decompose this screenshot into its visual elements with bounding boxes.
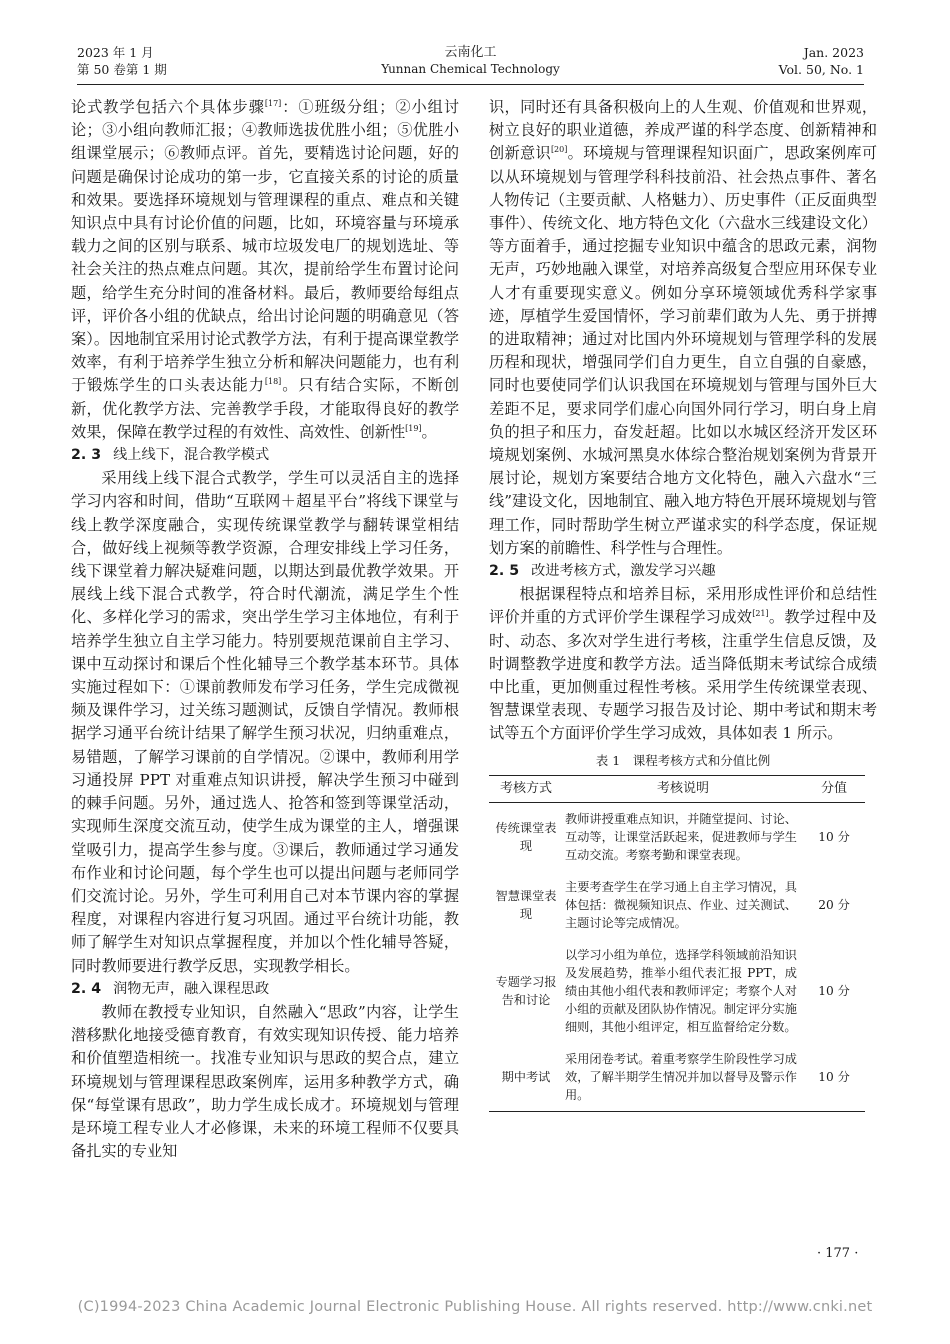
citation[interactable]: [17] bbox=[264, 98, 282, 108]
header-volume-en: Vol. 50, No. 1 bbox=[778, 62, 864, 77]
table-caption: 表 1 课程考核方式和分值比例 bbox=[595, 752, 771, 768]
section-heading-2-3: 2. 3 线上线下，混合教学模式 bbox=[71, 447, 270, 464]
paragraph: 识，同时还有具备积极向上的人生观、价值观和世界观，树立良好的职业道德，养成严谨的科学态度、创新精神和创新意识[20]。环境规与管理课程知识面广，思政案例库可以从环境规划与管理学科科技前沿、社会热点事件、著名人物传记（主要贡献、人格魅力）、历史事件（正反面典型事件）、传统文化、地方特色文化（六盘水三线建设文化）等方面着手，通过挖掘专业知识中蕴含的思政元素，润物无声，巧妙地融入课堂，对培养高级复合型应用环保专业人才有重要现实意义。例如分享环境领域优秀科学家事迹，厚植学生爱国情怀，学习前辈们敢为人先、勇于拼搏的进取精神；通过对比国内外环境规划与管理学科的发展历程和现状，增强同学们自力更生，自立自强的自豪感，同时也要使同学们认识我国在环境规划与管理与国外巨大差距不足，要求同学们虚心向国外同行学习，明白身上肩负的担子和压力，奋发赶超。比如以水城区经济开发区环境规划案例、水城河黑臭水体综合整治规划案例为背景开展讨论，规划方案要结合地方文化特色，融入六盘水“三线”建设文化，因地制宜、融入地方特色开展环境规划与管理工作，同时帮助学生树立严谨求实的科学态度，保证规划方案的前瞻性、科学性与合理性。 bbox=[489, 98, 878, 557]
copyright-footer: (C)1994-2023 China Academic Journal Electronic Publishing House. All rights reserved. http://www.cnki.net bbox=[77, 1299, 873, 1315]
score-cell: 10 分 bbox=[818, 829, 850, 844]
table-header-row bbox=[489, 775, 865, 802]
citation[interactable]: [18] bbox=[264, 377, 282, 387]
header-date-en: Jan. 2023 bbox=[803, 45, 864, 60]
paragraph: 教师在教授专业知识，自然融入“思政”内容，让学生潜移默化地接受德育教育，有效实现知识传授、能力培养和价值塑造相统一。找准专业知识与思政的契合点，建立环境规划与管理课程思政案例库，运用多种教学方式，确保“每堂课有思政”，助力学生成长成才。环境规划与管理是环境工程专业人才必修课，未来的环境工程师不仅要具备扎实的专业知 bbox=[71, 1002, 459, 1161]
journal-title-en: Yunnan Chemical Technology bbox=[381, 62, 560, 76]
header-date-cn: 2023 年 1 月 bbox=[77, 45, 154, 60]
assessment-table bbox=[489, 775, 865, 1112]
section-heading-2-5: 2. 5 改进考核方式，激发学习兴趣 bbox=[489, 563, 716, 580]
citation[interactable]: [20] bbox=[550, 145, 568, 155]
paragraph: 采用线上线下混合式教学，学生可以灵活自主的选择学习内容和时间，借助“互联网＋超星平台”将线下课堂与线上教学深度融合，实现传统课堂教学与翻转课堂相结合，做好线上视频等教学资源，合理安排线上学习任务，线下课堂着力解决疑难问题，以期达到最优教学效果。开展线上线下混合式教学，符合时代潮流，满足学生个性化、多样化学习的需求，突出学生学习主体地位，有利于培养学生独立自主学习能力。特别要规范课前自主学习、课中互动探讨和课后个性化辅导三个教学基本环节。具体实施过程如下：①课前教师发布学习任务，学生完成微视频及课件学习，过关练习题测试，反馈自学情况。教师根据学习通平台统计结果了解学生预习状况，归纳重难点，易错题，了解学习课前的自学情况。②课中，教师利用学习通投屏 PPT 对重难点知识讲授，解决学生预习中碰到的棘手问题。另外，通过选人、抢答和签到等课堂活动，实现师生深度交流互动，使学生成为课堂的主人，增强课堂吸引力，提高学生参与度。③课后，教师通过学习通发布作业和讨论问题，每个学生也可以提出问题与老师同学们交流讨论。另外，学生可利用自己对本节课内容的掌握程度，对课程内容进行复习巩固。通过平台统计功能，教师了解学生对知识点掌握程度，并加以个性化辅导答疑，同时教师要进行教学反思，实现教学相长。 bbox=[71, 469, 459, 975]
table-row bbox=[489, 1043, 865, 1112]
score-cell: 10 分 bbox=[803, 1043, 865, 1112]
table-row bbox=[489, 871, 865, 939]
method-cell: 智慧课堂表现 bbox=[495, 888, 557, 921]
left-column bbox=[71, 96, 459, 1163]
running-header bbox=[77, 44, 864, 84]
column-header: 分值 bbox=[803, 775, 865, 802]
table-row bbox=[489, 802, 865, 871]
right-column bbox=[489, 96, 877, 1112]
section-heading-2-4: 2. 4 润物无声，融入课程思政 bbox=[71, 980, 270, 997]
method-cell: 传统课堂表现 bbox=[495, 820, 557, 853]
paragraph: 根据课程特点和培养目标，采用形成性评价和总结性评价并重的方式评价学生课程学习成效[21]。教学过程中及时、动态、多次对学生进行考核，注重学生信息反馈，及时调整教学进度和教学方法。适当降低期末考试综合成绩中比重，更加侧重过程性考核。采用学生传统课堂表现、智慧课堂表现、专题学习报告及讨论、期中考试和期末考试等五个方面评价学生学习成效，具体如表 1 所示。 bbox=[489, 585, 878, 743]
method-cell: 期中考试 bbox=[489, 1043, 563, 1112]
method-cell: 专题学习报告和讨论 bbox=[495, 974, 557, 1007]
description-cell: 主要考查学生在学习通上自主学习情况，具体包括：微视频知识点、作业、过关测试、主题讨论等完成情况。 bbox=[565, 879, 797, 930]
score-cell: 10 分 bbox=[818, 983, 850, 998]
column-header: 考核说明 bbox=[563, 775, 803, 802]
score-cell: 20 分 bbox=[818, 897, 850, 912]
journal-title-cn: 云南化工 bbox=[444, 45, 497, 60]
description-cell: 采用闭卷考试。着重考察学生阶段性学习成效，了解半期学生情况并加以督导及警示作用。 bbox=[563, 1043, 803, 1112]
description-cell: 以学习小组为单位，选择学科领域前沿知识及发展趋势，推举小组代表汇报 PPT，成绩由其他小组代表和教师评定；考察个人对小组的贡献及团队协作情况。制定评分实施细则，其他小组评定，相互监督给定分数。 bbox=[565, 947, 797, 1034]
column-header: 考核方式 bbox=[489, 775, 563, 802]
header-journal bbox=[77, 44, 864, 78]
description-cell: 教师讲授重难点知识，并随堂提问、讨论、互动等，让课堂活跃起来，促进教师与学生互动交流。考察考勤和课堂表现。 bbox=[565, 811, 797, 862]
citation[interactable]: [21] bbox=[752, 609, 769, 619]
table-row bbox=[489, 939, 865, 1043]
header-volume-cn: 第 50 卷第 1 期 bbox=[77, 62, 167, 77]
header-issue-en bbox=[779, 44, 864, 78]
page-number: · 177 · bbox=[817, 1246, 859, 1261]
citation[interactable]: [19] bbox=[405, 423, 422, 433]
paragraph: 论式教学包括六个具体步骤[17]：①班级分组；②小组讨论；③小组向教师汇报；④教师选拔优胜小组；⑤优胜小组课堂展示；⑥教师点评。首先，要精选讨论问题，好的问题是确保讨论成功的第一步，它直接关系的讨论的质量和效果。要选择环境规划与管理课程的重点、难点和关键知识点中具有讨论价值的问题，比如，环境容量与环境承载力之间的区别与联系、城市垃圾发电厂的规划选址、等社会关注的热点难点问题。其次，提前给学生布置讨论问题，给学生充分时间的准备材料。最后，教师要给每组点评，评价各小组的优缺点，给出讨论问题的明确意见（答案）。因地制宜采用讨论式教学方法，有利于提高课堂教学效率，有利于培养学生独立分析和解决问题能力，也有利于锻炼学生的口头表达能力[18]。只有结合实际，不断创新，优化教学方法、完善教学手段，才能取得良好的教学效果，保障在教学过程的有效性、高效性、创新性[19]。 bbox=[71, 98, 460, 441]
header-rule bbox=[77, 84, 864, 85]
